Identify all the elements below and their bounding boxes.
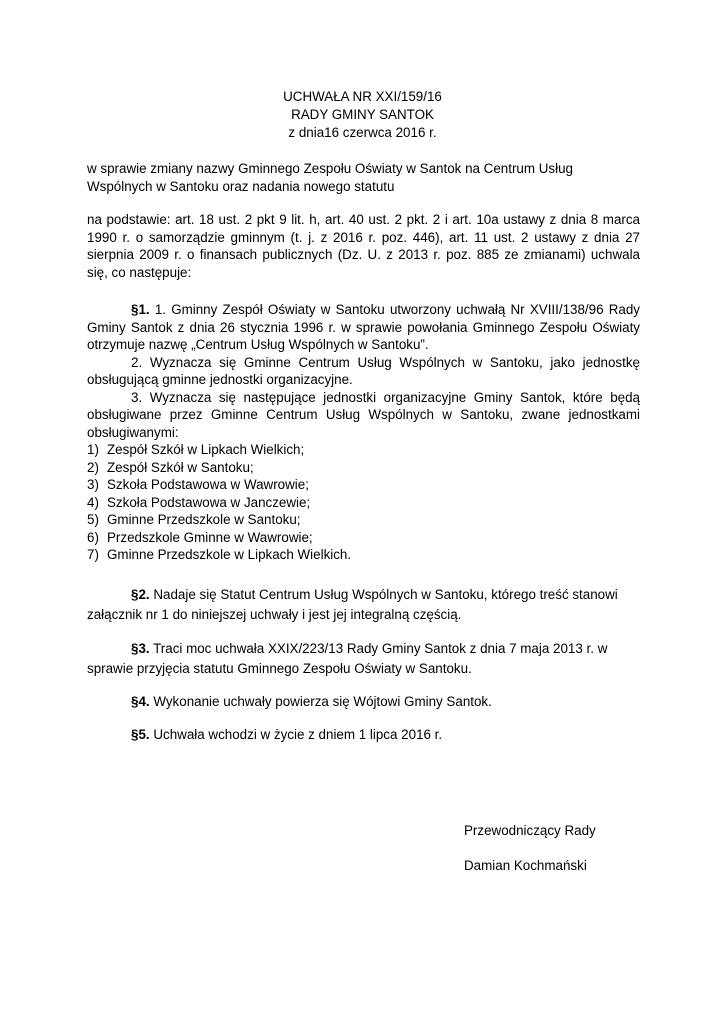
list-item [87,546,640,564]
section-1-paragraph-1 [87,301,640,354]
section-3-text: Traci moc uchwała XXIX/223/13 Rady Gminy Santok z dnia 7 maja 2013 r. w sprawie przyjęcia statutu Gminnego Zespołu Oświaty w Santoku. [87,641,608,676]
list-item [87,441,640,459]
section-3-mark: §3. [131,641,150,656]
list-item [87,511,640,529]
list-item-number: 3) [87,477,99,492]
list-item-text: Szkoła Podstawowa w Janczewie; [107,494,311,510]
section-4-mark: §4. [131,694,150,709]
list-item-number: 2) [87,459,99,475]
section-3-paragraph [87,639,640,679]
section-4 [87,693,640,711]
signatory-name: Damian Kochmański [464,858,587,873]
legal-basis: na podstawie: art. 18 ust. 2 pkt 9 lit. h, art. 40 ust. 2 pkt. 2 i art. 10a ustawy z dnia 8 marca 1990 r. o samorządzie gminnym (t. j. z 2016 r. poz. 446), art. 11 ust. 2 ustawy z dnia 27 sierpnia 2009 r. o finansach publicznych (Dz. U. z 2013 r. poz. 885 ze zmianami) uchwala się, co następuje: [87,212,640,280]
list-item-number: 4) [87,494,99,510]
resolution-date: z dnia16 czerwca 2016 r. [288,125,437,140]
section-1-mark: §1. [131,302,150,317]
section-1-text-1: 1. Gminny Zespół Oświaty w Santoku utworzony uchwałą Nr XVIII/138/96 Rady Gminy Santok z dnia 26 stycznia 1996 r. w sprawie powołania Gminnego Zespołu Oświaty otrzymuje nazwę „Centrum Usług Wspólnych w Santoku”. [87,302,640,352]
section-5-paragraph [87,726,640,744]
list-item [87,476,640,494]
list-item [87,494,640,512]
section-1-paragraph-3: 3. Wyznacza się następujące jednostki organizacyjne Gminy Santok, które będą obsługiwane przez Gminne Centrum Usług Wspólnych w Santoku, zwane jednostkami obsługiwanymi: [87,389,640,440]
section-1-paragraph-2: 2. Wyznacza się Gminne Centrum Usług Wspólnych w Santoku, jako jednostkę obsługującą gminne jednostki organizacyjne. [87,354,640,387]
list-item-text: Przedszkole Gminne w Wawrowie; [107,529,313,545]
list-item-text: Zespół Szkół w Santoku; [107,459,254,475]
resolution-subject: w sprawie zmiany nazwy Gminnego Zespołu Oświaty w Santok na Centrum Usług Wspólnych w Santoku oraz nadania nowego statutu [87,161,573,194]
section-3 [87,639,640,679]
section-2-text: Nadaje się Statut Centrum Usług Wspólnych w Santoku, którego treść stanowi załącznik nr 1 do niniejszej uchwały i jest jej integralną częścią. [87,587,618,622]
signatory-title: Przewodniczący Rady [464,823,596,838]
list-item-text: Zespół Szkół w Lipkach Wielkich; [107,442,305,457]
list-item-number: 6) [87,529,99,545]
list-item-text: Gminne Przedszkole w Lipkach Wielkich. [107,547,352,562]
council-name: RADY GMINY SANTOK [291,107,434,122]
list-item [87,529,640,547]
section-2-paragraph [87,585,640,625]
list-item-text: Gminne Przedszkole w Santoku; [107,512,301,527]
section-2 [87,585,640,625]
section-5-mark: §5. [131,727,150,742]
list-item-number: 7) [87,547,99,562]
section-2-mark: §2. [131,587,150,602]
list-item-number: 5) [87,512,99,527]
section-5-text: Uchwała wchodzi w życie z dniem 1 lipca 2016 r. [149,727,443,742]
resolution-number: UCHWAŁA NR XXI/159/16 [283,89,442,104]
resolution-header [200,88,525,142]
section-1 [87,301,640,564]
list-item [87,459,640,477]
section-5 [87,726,640,744]
list-item-number: 1) [87,442,99,457]
section-4-paragraph [87,693,640,711]
served-units-list [87,441,640,564]
list-item-text: Szkoła Podstawowa w Wawrowie; [107,477,309,492]
section-4-text: Wykonanie uchwały powierza się Wójtowi Gminy Santok. [149,694,492,709]
